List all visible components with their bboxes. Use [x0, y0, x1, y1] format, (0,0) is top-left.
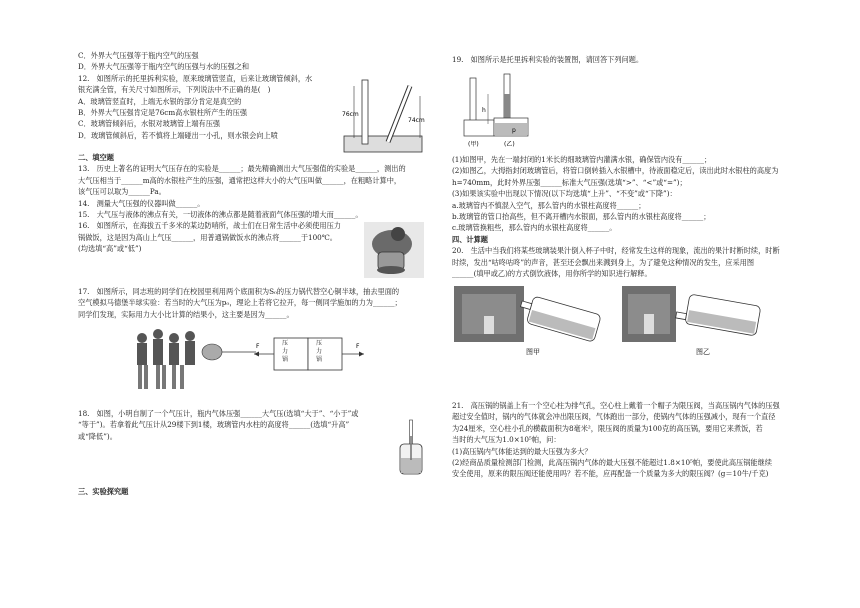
q21-line: (2)经商品质量检测部门检测，此高压锅内气体的最大压强不能超过1.8×10⁵帕，要使此高压锅能继续 [452, 458, 772, 468]
q13-line: 大气压相当于______m高的水银柱产生的压强，通常把这样大小的大气压叫做______，在粗略计算中， [78, 175, 402, 185]
q19 [452, 154, 812, 279]
q21-line: 21. 高压锅的锅盖上有一个空心柱为排气孔，空心柱上戴着一个帽子为限压阀，当高压锅内气体的压强 [452, 401, 780, 410]
q12-height-76: 76cm [342, 111, 359, 118]
q21-line: 当时的大气压为1.0×10⁵帕，问： [452, 435, 561, 445]
students-pulling-photo [128, 324, 258, 394]
q19-line: h=740mm，此时外界压强______标准大气压强(选填“>”、“<”或“=”)； [452, 177, 687, 187]
q21-line: 为24厘米，空心柱小孔的横截面积为8毫米²，限压阀的质量为100克的高压锅，要用它来煮饭，若 [452, 423, 763, 433]
q12-option-d: D．玻璃管倾斜后，若不慎将上端碰出一小孔，则水银会向上喷 [78, 130, 278, 140]
q19-torricelli-figure [460, 68, 550, 150]
q20-figure-jia [454, 286, 610, 356]
section-calc-heading: 四、计算题 [452, 234, 488, 244]
q14: 14. 测量大气压强的仪器叫做______。 [78, 198, 205, 208]
q12-torricelli-figure [340, 72, 428, 156]
q19-line: (1)如图甲，先在一端封闭的1米长的细玻璃管内灌满水银，确保管内没有______； [452, 155, 712, 164]
q19-intro [452, 54, 752, 65]
q12-line: 银充满全管，有关尺寸如图所示，下列说法中不正确的是( ) [78, 85, 271, 95]
q17 [78, 286, 428, 320]
q21-line: (1)高压锅内气体能达到的最大压强为多大？ [452, 446, 592, 456]
pressure-cooker-force-diagram [252, 334, 368, 376]
q18-line: 或“降低”)。 [78, 431, 117, 441]
q18 [78, 408, 398, 442]
q19-intro-line: 19. 如图所示是托里拆利实验的装置图，请回答下列问题。 [452, 55, 644, 64]
q11-option-c: C．外界大气压强等于瓶内空气的压强 [78, 51, 199, 60]
q18-line: 18. 如图，小明自制了一个气压计，瓶内气体压强______大气压(选填“大于”、“小于”或 [78, 409, 359, 418]
q18-line: “等于”)。若拿着此气压计从29楼下到1楼，玻璃管内水柱的高度将______(选填“升高” [78, 420, 350, 430]
q16-line: 锅做饭，这是因为高山上气压______，用普通锅做饭水的沸点将______于100℃。 [78, 232, 337, 242]
pot-right-label: 压力锅 [316, 340, 323, 363]
q17-line: 空气模拟马德堡半球实验：若当时的大气压为p₀，理论上若将它拉开，每一侧同学施加的力为______； [78, 298, 402, 308]
barometer-bottle-figure [396, 418, 426, 476]
q21 [452, 400, 812, 480]
q20-line: ______(填甲或乙)的方式倒饮液体，用你所学的知识进行解释。 [452, 269, 652, 279]
q12-option-a: A．玻璃管竖直时，上端无水银的部分肯定是真空的 [78, 96, 242, 106]
q20-line: 20. 生活中当我们将某些玻璃装果汁倒入杯子中时，经常发生这样的现象，流出的果汁时断时续，时断 [452, 246, 780, 256]
figure-caption-jia-2: 图甲 [526, 348, 540, 356]
pot-left-label: 压力锅 [282, 340, 289, 363]
q20-figure-yi [622, 286, 778, 356]
q12-line: 12. 如图所示的托里拆利实验，原来玻璃管竖直，后来让玻璃管倾斜，水 [78, 73, 313, 83]
q17-line: 同学们发现，实际用力大小比计算的结果小，这主要是因为______。 [78, 309, 294, 319]
q17-line: 17. 如图所示，同志班的同学们在校园里利用两个底面积为S₀的压力锅代替空心铜半球，抽去里面的 [78, 287, 400, 296]
q13-line: 13. 历史上著名的证明大气压存在的实验是______；最先精确测出大气压强值的实验是______，测出的 [78, 164, 406, 174]
q19-line: b.玻璃管的管口抬高些，但不离开槽内水银面，那么管内的水银柱高度将______； [452, 212, 711, 222]
figure-caption-yi-2: 图乙 [696, 348, 710, 356]
q16-line: 16. 如图所示，在海拔五千多米的某边防哨所，战士们在日常生活中必须使用压力 [78, 221, 341, 231]
force-label-right: F [356, 343, 360, 350]
force-label-left: F [256, 343, 260, 350]
q19-line: a.玻璃管内不慎混入空气，那么管内的水银柱高度将______； [452, 200, 646, 210]
q15: 15. 大气压与液体的沸点有关，一切液体的沸点都是随着液面气体压强的增大而______。 [78, 210, 363, 220]
q19-line: c.玻璃管换粗些，那么管内的水银柱高度将______。 [452, 223, 617, 233]
q21-line: 安全使用，原来的限压阀还能使用吗？若不能，应再配备一个质量为多大的限压阀？(g＝10牛/千克) [452, 469, 769, 479]
q12-height-74: 74cm [408, 117, 425, 124]
q11-option-d: D．外界大气压强等于瓶内空气的压强与水的压强之和 [78, 62, 250, 72]
section-experiment-heading: 三、实验探究题 [78, 487, 129, 496]
left-section-3 [78, 486, 378, 497]
section-fill-heading: 二、填空题 [78, 153, 114, 162]
height-label-h: h [482, 107, 486, 114]
figure-caption-yi: (乙) [504, 141, 515, 148]
q19-line: (2)如图乙，大拇指封闭玻璃管后，将管口倒转插入水银槽中，待液面稳定后，读出此时水银柱的高度为 [452, 166, 779, 176]
q13-line: 该气压可以取为______Pa。 [78, 187, 166, 197]
q16-line: (均选填“高”或“低”) [78, 244, 142, 254]
q21-line: 超过安全值时，锅内的气体就会冲出限压阀，气体跑出一部分，使锅内气体的压强减小，现有一个直径 [452, 412, 776, 422]
q20-line: 时续，发出“咕咚咕咚”的声音，甚至还会飘出来溅到身上，为了避免这种情况的发生，应采用图 [452, 257, 755, 267]
pressure-label-p: p [512, 127, 516, 134]
q12-option-c: C．玻璃管倾斜后，水银对玻璃管上端有压强 [78, 119, 221, 129]
soldier-cooking-photo [364, 222, 424, 278]
figure-caption-jia: (甲) [468, 141, 479, 148]
q19-line: (3)如果该实验中出现以下情况(以下均选填“上升”、“不变”或“下降”)： [452, 189, 677, 199]
q12-option-b: B．外界大气压强肯定是76cm高水银柱所产生的压强 [78, 108, 248, 118]
